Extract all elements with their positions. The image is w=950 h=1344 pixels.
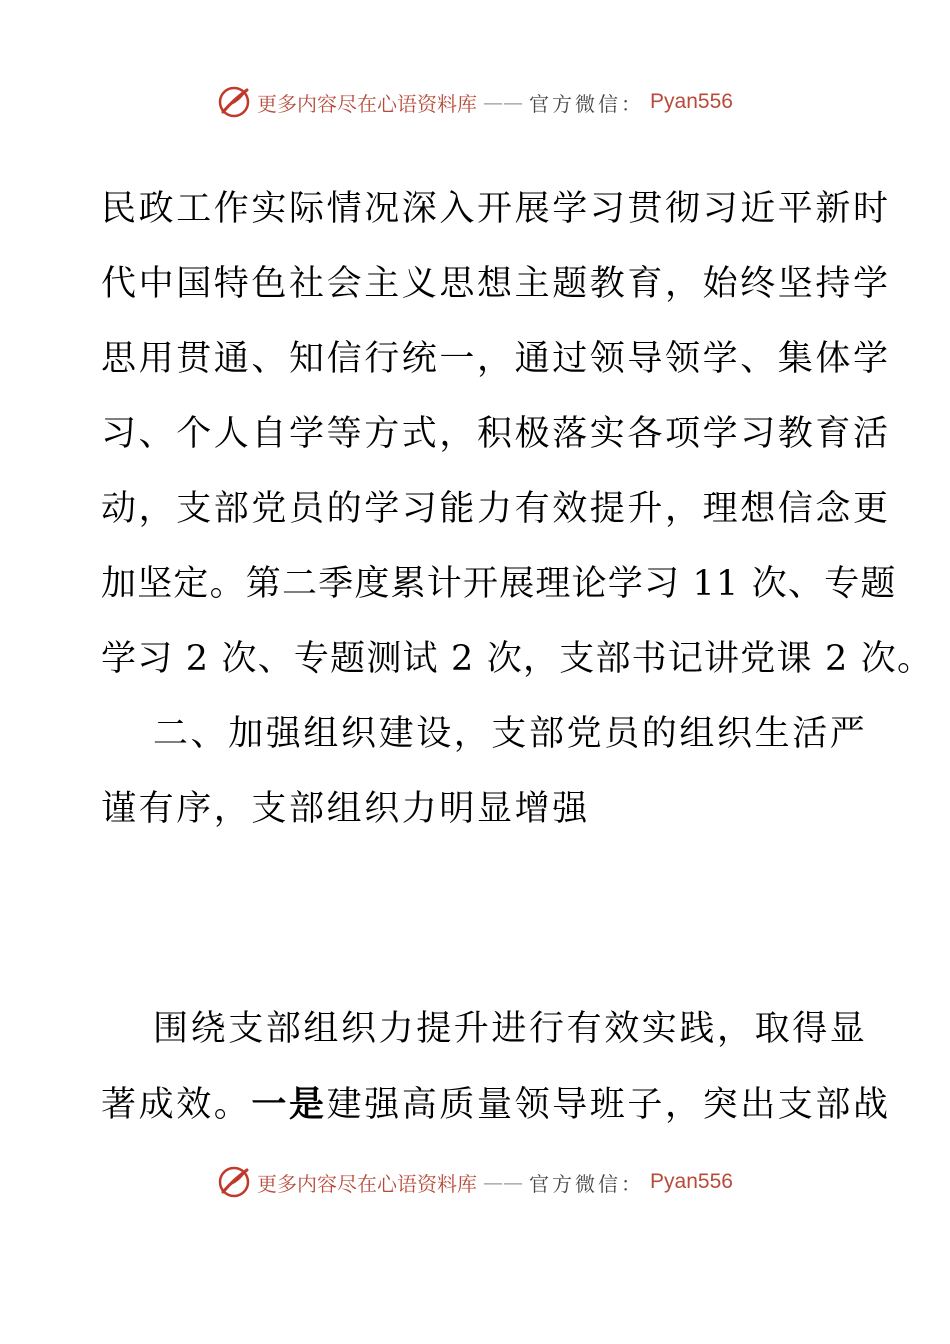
quill-logo-icon (217, 1165, 251, 1199)
section-heading-line: 谨有序，支部组织力明显增强 (101, 789, 590, 829)
document-body (101, 172, 934, 1142)
body-line: 加坚定。第二季度累计开展理论学习 11 次、专题 (101, 564, 897, 604)
body-line: 民政工作实际情况深入开展学习贯彻习近平新时 (101, 189, 891, 229)
watermark-wechat-id: Pyan556 (650, 1170, 733, 1193)
watermark-separator: —— (483, 1170, 524, 1194)
watermark-banner-bottom (0, 1160, 950, 1204)
body-line: 学习 2 次、专题测试 2 次，支部书记讲党课 2 次。 (101, 639, 934, 679)
watermark-text: 更多内容尽在心语资料库 (257, 1171, 478, 1196)
watermark-wechat-label: 官方微信： (529, 91, 645, 116)
blank-gap (101, 847, 851, 992)
section-heading-line: 二、加强组织建设，支部党员的组织生活严 (153, 714, 868, 754)
watermark-banner-top (0, 80, 950, 124)
body-line: 思用贯通、知信行统一，通过领导领学、集体学 (101, 339, 891, 379)
body-line: 习、个人自学等方式，积极落实各项学习教育活 (101, 414, 891, 454)
watermark-separator: —— (483, 90, 524, 114)
body-line: 代中国特色社会主义思想主题教育，始终坚持学 (101, 264, 891, 304)
body-line: 动，支部党员的学习能力有效提升，理想信念更 (101, 489, 891, 529)
paragraph-text: 著成效。 (101, 1085, 252, 1125)
watermark-wechat-id: Pyan556 (650, 90, 733, 113)
watermark-wechat-label: 官方微信： (529, 1171, 645, 1196)
watermark-text: 更多内容尽在心语资料库 (257, 91, 478, 116)
paragraph-text: 建强高质量领导班子，突出支部战 (326, 1085, 891, 1125)
paragraph-line (101, 1067, 891, 1142)
watermark-banner-inner (217, 85, 733, 119)
bold-marker: 一是 (251, 1084, 327, 1125)
paragraph-line: 围绕支部组织力提升进行有效实践，取得显 (153, 1009, 868, 1049)
quill-logo-icon (217, 85, 251, 119)
watermark-banner-inner (217, 1165, 733, 1199)
